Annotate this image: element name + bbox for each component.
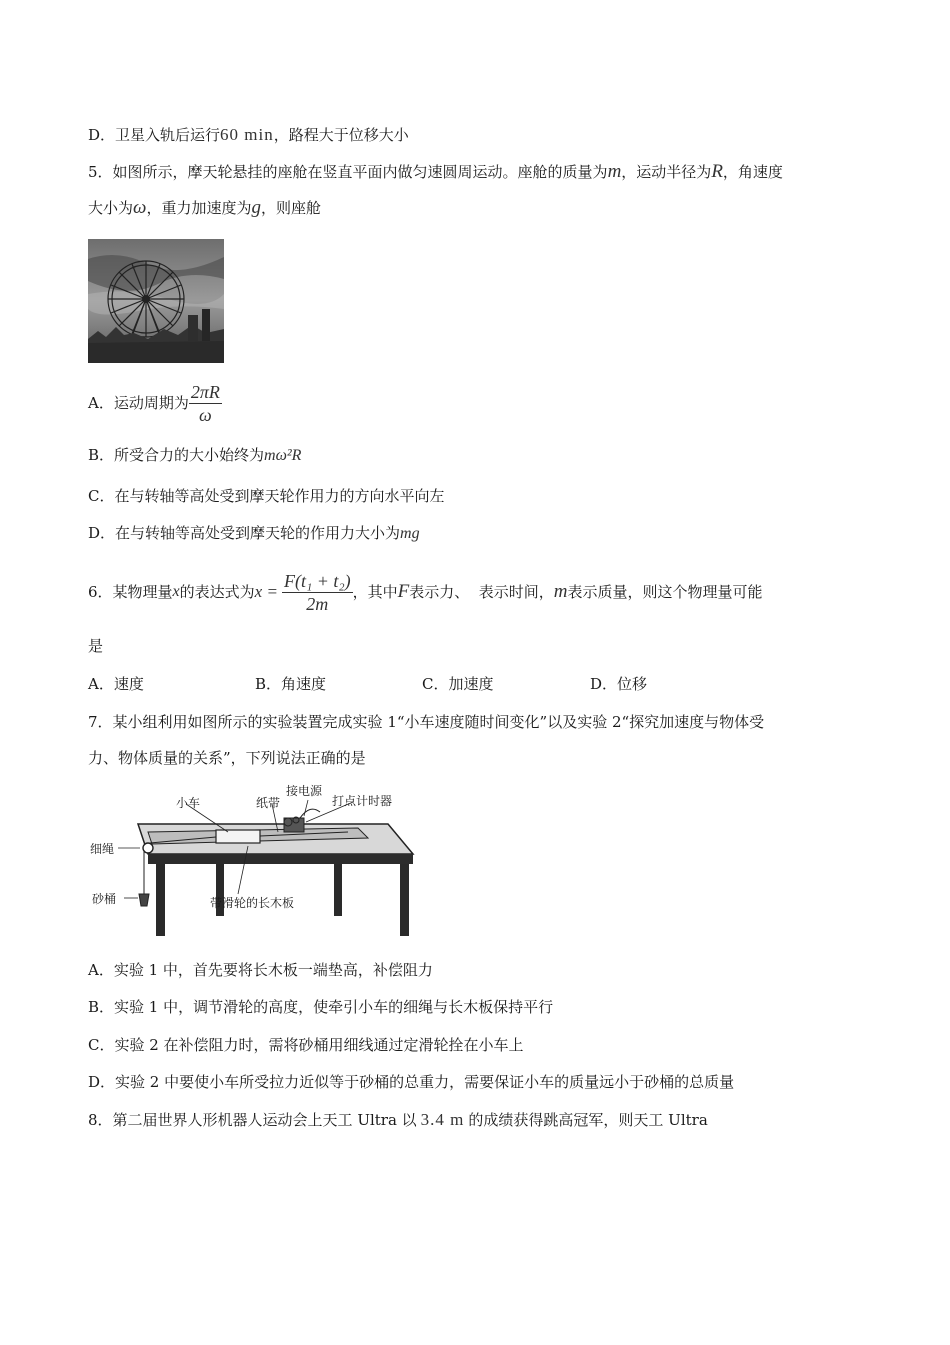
- label-bucket: 砂桶: [92, 892, 117, 906]
- q7-option-a: [88, 959, 433, 981]
- q5-option-c: [88, 485, 444, 507]
- label-board: 带滑轮的长木板: [210, 896, 295, 910]
- q6-stem-text-3: ，其中: [352, 583, 398, 601]
- q7-option-b-text: B．实验 1 中，调节滑轮的高度，使牵引小车的细绳与长木板保持平行: [88, 998, 554, 1016]
- ferris-wheel-photo: [88, 239, 224, 363]
- q6-stem-text-6: 是: [88, 637, 104, 655]
- q8-stem-text-2: 的成绩获得跳高冠军，则天工 Ultra: [468, 1111, 708, 1129]
- q5-stem-text: 5．如图所示，摩天轮悬挂的座舱在竖直平面内做匀速圆周运动。座舱的质量为: [88, 163, 608, 181]
- q6-option-c: C．加速度: [422, 675, 494, 693]
- q5-symbol-R: R: [711, 161, 723, 182]
- q5-option-c-text: C．在与转轴等高处受到摩天轮作用力的方向水平向左: [88, 487, 445, 505]
- q7-option-c: [88, 1034, 524, 1056]
- q6-formula-fraction: [282, 570, 353, 615]
- q7-stem-line-2: [88, 747, 366, 769]
- q8-stem: [88, 1109, 708, 1131]
- q6-symbol-m: m: [553, 581, 568, 602]
- q7-stem-text-2: 力、物体质量的关系”，下列说法正确的是: [88, 749, 366, 767]
- q5-stem-line-1: [88, 161, 783, 183]
- q7-option-d: [88, 1071, 734, 1093]
- q5-option-a: [88, 380, 222, 426]
- q7-stem-line-1: [88, 711, 764, 733]
- q6-symbol-x: x: [172, 583, 180, 600]
- q7-option-d-text: D．实验 2 中要使小车所受拉力近似等于砂桶的总重力，需要保证小车的质量远小于砂桶的总质量: [88, 1073, 735, 1091]
- q6-formula-numerator: F(t₁ + t₂): [283, 570, 351, 591]
- label-power: 接电源: [286, 784, 323, 798]
- q5-option-a-text: A．运动周期为: [88, 394, 189, 412]
- label-tape: 纸带: [256, 796, 281, 810]
- q5-stem-text-2: ，运动半径为: [621, 163, 712, 181]
- q8-stem-text: 8．第二届世界人形机器人运动会上天工 Ultra 以: [88, 1111, 417, 1129]
- q6-option-b: B．角速度: [255, 675, 327, 693]
- q7-option-b: [88, 996, 553, 1018]
- label-rope: 细绳: [90, 842, 115, 856]
- label-car: 小车: [176, 796, 201, 810]
- q6-formula-denominator: 2m: [306, 593, 329, 614]
- q6-stem-text-5: 表示质量，则这个物理量可能: [567, 583, 763, 601]
- q8-stem-value: 3.4 m: [420, 1110, 465, 1129]
- q6-stem-text-2: 的表达式为: [179, 583, 255, 601]
- q4-option-d-value: 60 min: [220, 125, 274, 144]
- q5-stem-text-4: 大小为: [88, 199, 134, 217]
- q4-option-d-text: D．卫星入轨后运行: [88, 126, 221, 144]
- q6-stem-line-2: [88, 635, 103, 657]
- q5-option-d-expression: mg: [400, 525, 420, 542]
- q6-option-d: D．位移: [590, 675, 648, 693]
- q7-option-c-text: C．实验 2 在补偿阻力时，需将砂桶用细线通过定滑轮拴在小车上: [88, 1036, 524, 1054]
- q4-option-d: [88, 124, 409, 146]
- q5-symbol-omega: ω: [133, 197, 147, 218]
- q6-symbol-F: F: [397, 581, 410, 602]
- q6-option-a: A．速度: [88, 675, 144, 693]
- label-timer: 打点计时器: [332, 794, 393, 808]
- q5-option-a-denominator: ω: [198, 404, 212, 425]
- ferris-wheel-icon: [88, 239, 224, 363]
- q5-option-a-numerator: 2πR: [190, 381, 220, 402]
- q5-stem-text-6: ，则座舱: [260, 199, 321, 217]
- q6-formula-lhs: x =: [254, 582, 278, 601]
- q5-option-a-fraction: [189, 381, 222, 426]
- q6-stem-text: 6．某物理量: [88, 583, 173, 601]
- q5-stem-text-5: ，重力加速度为: [146, 199, 252, 217]
- q5-option-b-text: B．所受合力的大小始终为: [88, 446, 265, 464]
- q5-stem-text-3: ，角速度: [722, 163, 783, 181]
- q5-option-d: [88, 522, 420, 545]
- experiment-apparatus-figure: [88, 782, 418, 938]
- q5-symbol-m: m: [607, 161, 622, 182]
- q7-stem-text: 7．某小组利用如图所示的实验装置完成实验 1“小车速度随时间变化”以及实验 2“探究加速度与物体受: [88, 713, 765, 731]
- q5-option-d-text: D．在与转轴等高处受到摩天轮的作用力大小为: [88, 524, 401, 542]
- q5-option-b: [88, 444, 301, 467]
- q6-stem-line-1: [88, 566, 763, 617]
- q6-stem-text-4: 表示力、 表示时间，: [409, 583, 554, 601]
- q5-stem-line-2: [88, 197, 321, 219]
- q5-option-b-expression: mω²R: [264, 447, 302, 464]
- q4-option-d-text-2: ，路程大于位移大小: [273, 126, 409, 144]
- q7-option-a-text: A．实验 1 中，首先要将长木板一端垫高，补偿阻力: [88, 961, 433, 979]
- q5-symbol-g: g: [251, 197, 261, 218]
